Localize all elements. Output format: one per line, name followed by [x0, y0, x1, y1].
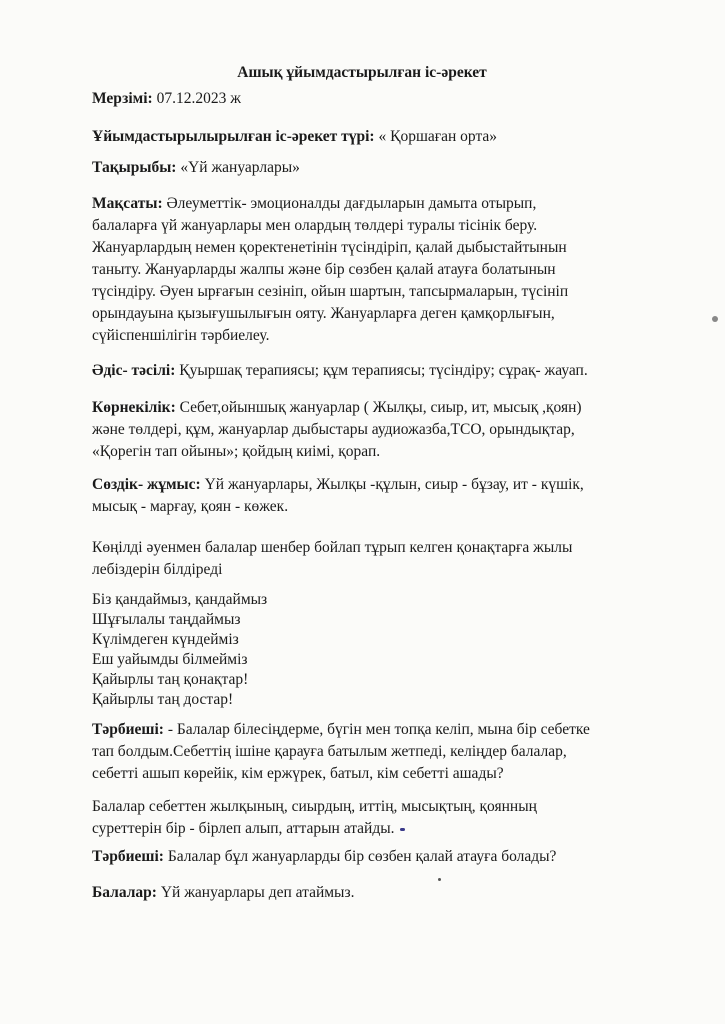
children-action-line-1: Балалар себеттен жылқының, сиырдың, иттің, мысықтың, қоянның: [92, 798, 537, 815]
methods-line: [92, 360, 692, 382]
scan-speck: [400, 828, 405, 831]
vocab-line-1: Үй жануарлары, Жылқы -құлын, сиыр - бұзау, ит - күшік,: [200, 476, 584, 493]
visuals-line-3: «Қорегін тап ойыны»; қойдың киімі, қорап.: [92, 443, 381, 460]
goal-line-3: Жануарлардың немен қоректенетінін түсіндіріп, қалай дыбыстайтынын: [92, 239, 567, 256]
date-line: [92, 88, 692, 110]
intro-line-1: Көңілді әуенмен балалар шенбер бойлап тұрып келген қонақтарға жылы: [92, 539, 573, 556]
goal-line-4: таныту. Жануарларды жалпы және бір сөзбен қалай атауға болатынын: [92, 261, 556, 278]
goal-line-7: сүйіспеншілігін тәрбиелеу.: [92, 327, 270, 344]
poem-line-1: Біз қандаймыз, қандаймыз: [92, 591, 268, 608]
goal-line-1: Әлеуметтік- эмоционалды дағдыларын дамыта отырып,: [162, 195, 537, 212]
visuals-line-2: және төлдері, құм, жануарлар дыбыстары аудиожазба,ТСО, орындықтар,: [92, 421, 575, 438]
activity-type-line: [92, 126, 692, 148]
poem-line-4: Еш уайымды білмейміз: [92, 651, 248, 668]
visuals-line-1: Себет,ойыншық жануарлар ( Жылқы, сиыр, ит, мысық ,қоян): [175, 399, 582, 416]
goal-line-5: түсіндіру. Әуен ырғағын сезініп, ойын шартын, тапсырмаларын, түсініп: [92, 283, 569, 300]
teacher1-line-1: - Балалар білесіңдерме, бүгін мен топқа келіп, мына бір себетке: [163, 721, 590, 738]
greeting-poem: [92, 590, 692, 710]
scan-speck: [712, 316, 718, 322]
poem-line-3: Күлімдеген күндейміз: [92, 631, 239, 648]
methods-value: Қуыршақ терапиясы; құм терапиясы; түсіндіру; сұрақ- жауап.: [175, 362, 588, 379]
teacher2-value: Балалар бұл жануарларды бір сөзбен қалай атауға болады?: [163, 848, 557, 865]
goal-line-2: балаларға үй жануарлары мен олардың төлдері туралы тісінік беру.: [92, 217, 538, 234]
date-label: Мерзімі:: [92, 90, 153, 107]
poem-line-6: Қайырлы таң достар!: [92, 691, 234, 708]
date-value: 07.12.2023 ж: [152, 90, 241, 107]
goal-paragraph: [92, 193, 692, 347]
visuals-paragraph: [92, 397, 692, 463]
teacher-paragraph-1: [92, 719, 692, 785]
goal-label: Мақсаты:: [92, 195, 163, 212]
vocab-label: Сөздік- жұмыс:: [92, 476, 201, 493]
teacher1-line-2: тап болдым.Себеттің ішіне қарауға батылым жетпеді, келіңдер балалар,: [92, 743, 567, 760]
teacher-question-line: [92, 846, 692, 868]
children-answer-value: Үй жануарлары деп атаймыз.: [156, 884, 355, 901]
vocab-paragraph: [92, 474, 692, 518]
children-answer-line: [92, 882, 692, 904]
topic-label: Тақырыбы:: [92, 159, 177, 176]
children-answer-label: Балалар:: [92, 884, 157, 901]
intro-line-2: лебіздерін білдіреді: [92, 561, 223, 578]
teacher2-label: Тәрбиеші:: [92, 848, 164, 865]
poem-line-5: Қайырлы таң қонақтар!: [92, 671, 249, 688]
activity-type-value: « Қоршаған орта»: [374, 128, 498, 145]
children-action-paragraph: [92, 796, 692, 840]
visuals-label: Көрнекілік:: [92, 399, 176, 416]
scan-speck: [438, 878, 441, 881]
teacher1-label: Тәрбиеші:: [92, 721, 164, 738]
teacher1-line-3: себетті ашып көрейік, кім ержүрек, батыл, кім себетті ашады?: [92, 765, 504, 782]
topic-line: [92, 157, 692, 179]
goal-line-6: орындауына қызығушылығын ояту. Жануарларға деген қамқорлығын,: [92, 305, 555, 322]
document-title: Ашық ұйымдастырылған іс-әрекет: [237, 64, 487, 81]
vocab-line-2: мысық - марғау, қоян - көжек.: [92, 498, 289, 515]
methods-label: Әдіс- тәсілі:: [92, 362, 176, 379]
intro-paragraph: [92, 537, 692, 581]
activity-type-label: Ұйымдастырылырылған іс-әрекет түрі:: [92, 128, 375, 145]
children-action-line-2: суреттерін бір - бірлеп алып, аттарын атайды.: [92, 820, 395, 837]
poem-line-2: Шұғылалы таңдаймыз: [92, 611, 241, 628]
topic-value: «Үй жануарлары»: [176, 159, 300, 176]
